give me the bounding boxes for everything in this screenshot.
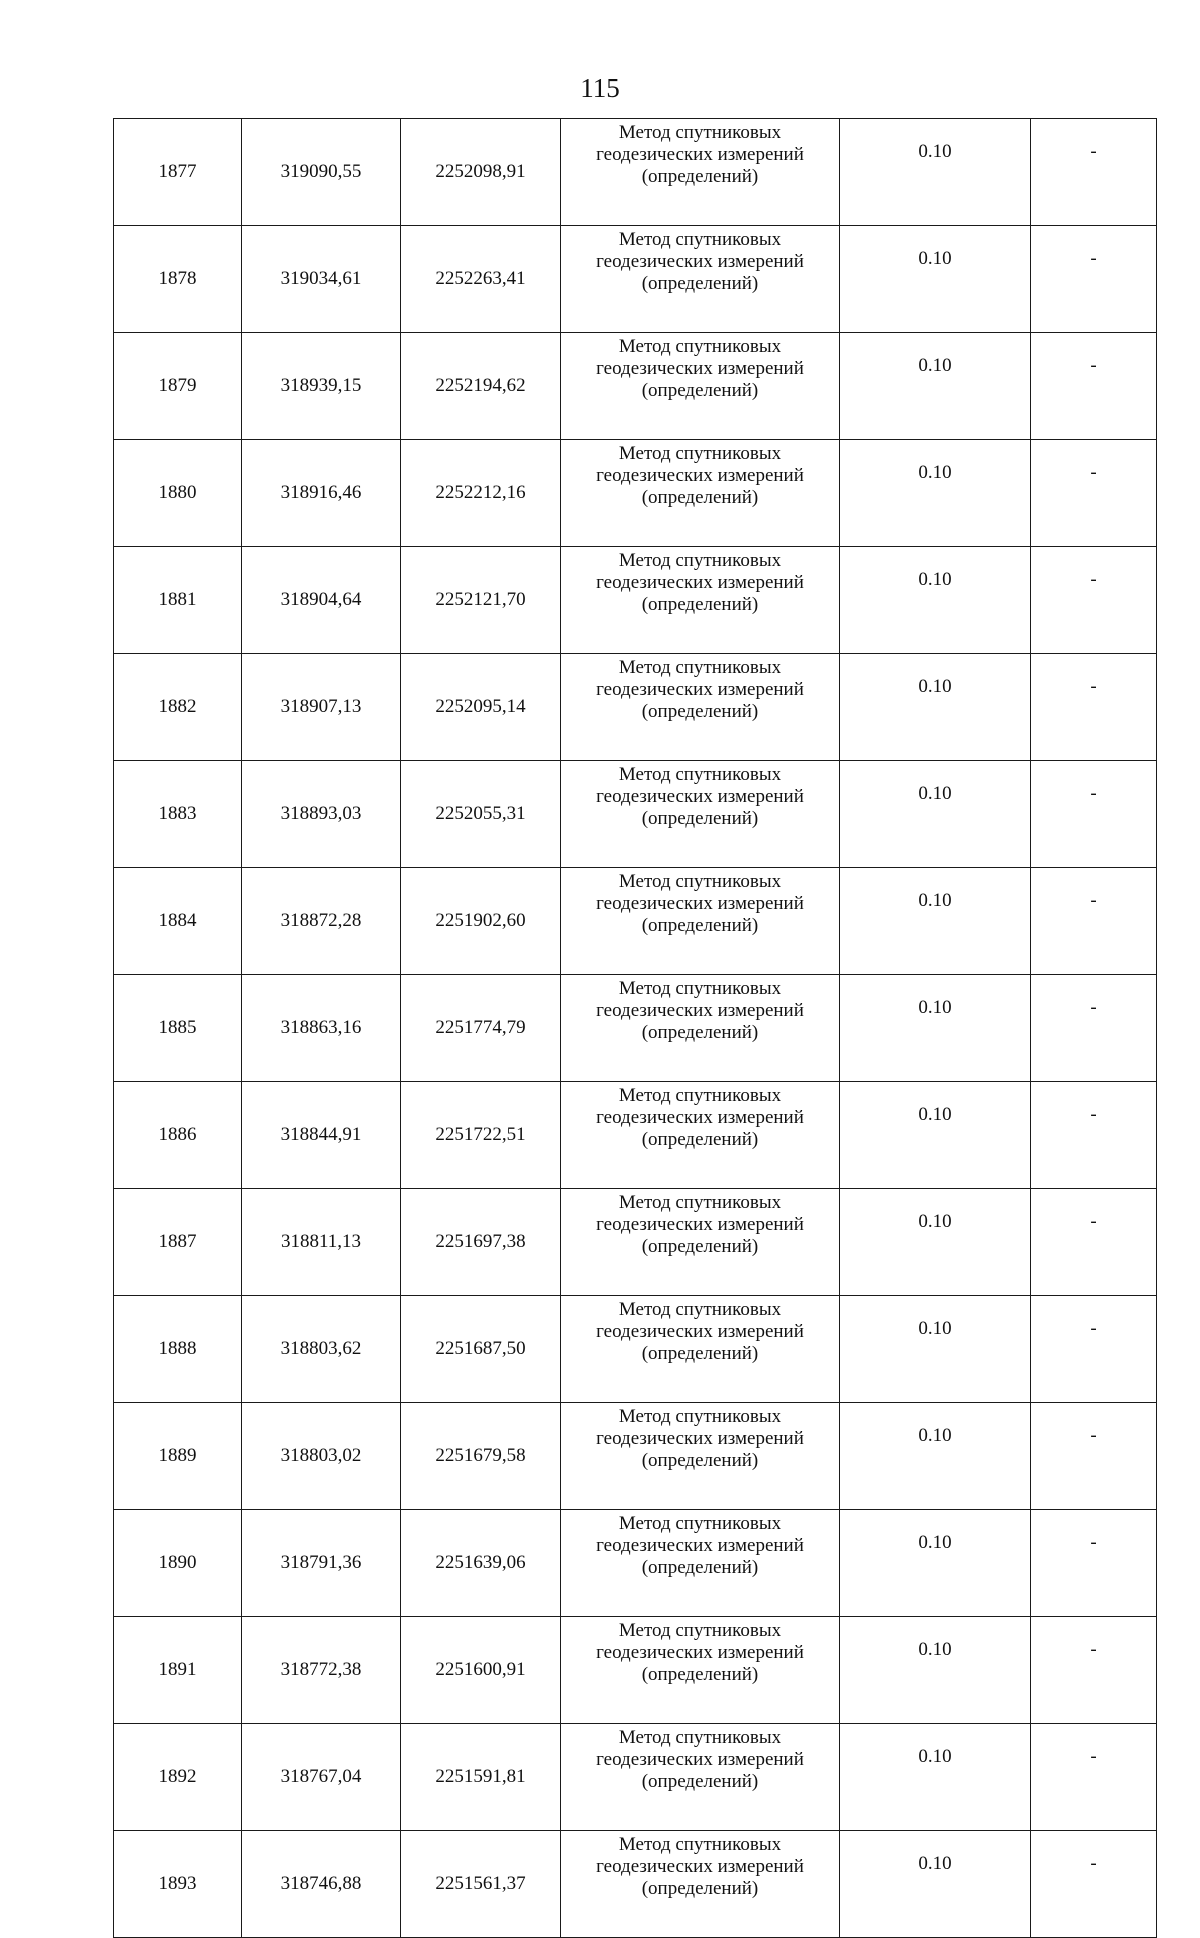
method-line: геодезических измерений [596,1749,804,1770]
method-line: (определений) [641,487,759,508]
accuracy-cell: 0.10 [840,654,1031,761]
y-coordinate-cell: 2251639,06 [401,1510,561,1617]
method-cell [561,1510,840,1617]
table-row [114,975,1157,1082]
method-line: Метод спутниковых [618,443,782,464]
description-cell: - [1031,1296,1157,1403]
point-number-cell: 1878 [114,226,242,333]
method-line: геодезических измерений [596,358,804,379]
accuracy-cell: 0.10 [840,333,1031,440]
method-line: геодезических измерений [596,465,804,486]
accuracy-cell: 0.10 [840,1296,1031,1403]
method-line: геодезических измерений [596,1535,804,1556]
method-cell [561,654,840,761]
y-coordinate-cell: 2252098,91 [401,119,561,226]
method-line: геодезических измерений [596,1642,804,1663]
method-cell [561,1724,840,1831]
x-coordinate-cell: 318811,13 [242,1189,401,1296]
table-row [114,440,1157,547]
method-line: Метод спутниковых [618,550,782,571]
y-coordinate-cell: 2251679,58 [401,1403,561,1510]
method-cell [561,226,840,333]
table-row [114,1617,1157,1724]
method-line: геодезических измерений [596,1321,804,1342]
accuracy-cell: 0.10 [840,1510,1031,1617]
x-coordinate-cell: 318907,13 [242,654,401,761]
description-cell: - [1031,761,1157,868]
x-coordinate-cell: 318844,91 [242,1082,401,1189]
method-line: геодезических измерений [596,1000,804,1021]
point-number-cell: 1885 [114,975,242,1082]
method-line: Метод спутниковых [618,978,782,999]
point-number-cell: 1892 [114,1724,242,1831]
method-line: Метод спутниковых [618,1620,782,1641]
method-cell [561,868,840,975]
method-line: Метод спутниковых [618,336,782,357]
point-number-cell: 1880 [114,440,242,547]
point-number-cell: 1884 [114,868,242,975]
point-number-cell: 1881 [114,547,242,654]
method-line: геодезических измерений [596,251,804,272]
table-row [114,1510,1157,1617]
y-coordinate-cell: 2252263,41 [401,226,561,333]
description-cell: - [1031,226,1157,333]
y-coordinate-cell: 2252194,62 [401,333,561,440]
method-line: (определений) [641,380,759,401]
accuracy-cell: 0.10 [840,868,1031,975]
x-coordinate-cell: 318746,88 [242,1831,401,1938]
table-row [114,1403,1157,1510]
method-cell [561,1831,840,1938]
accuracy-cell: 0.10 [840,226,1031,333]
point-number-cell: 1888 [114,1296,242,1403]
method-line: (определений) [641,1022,759,1043]
method-line: Метод спутниковых [618,871,782,892]
y-coordinate-cell: 2251697,38 [401,1189,561,1296]
description-cell: - [1031,440,1157,547]
method-line: (определений) [641,1878,759,1899]
method-line: геодезических измерений [596,1856,804,1877]
table-row [114,761,1157,868]
x-coordinate-cell: 318767,04 [242,1724,401,1831]
table-row [114,547,1157,654]
method-line: Метод спутниковых [618,764,782,785]
description-cell: - [1031,119,1157,226]
method-line: (определений) [641,1236,759,1257]
method-cell [561,119,840,226]
x-coordinate-cell: 318939,15 [242,333,401,440]
description-cell: - [1031,1189,1157,1296]
y-coordinate-cell: 2251591,81 [401,1724,561,1831]
accuracy-cell: 0.10 [840,1617,1031,1724]
method-line: (определений) [641,594,759,615]
x-coordinate-cell: 318772,38 [242,1617,401,1724]
method-line: Метод спутниковых [618,229,782,250]
table-row [114,1296,1157,1403]
y-coordinate-cell: 2252121,70 [401,547,561,654]
table-row [114,868,1157,975]
method-line: (определений) [641,1450,759,1471]
description-cell: - [1031,1831,1157,1938]
table-row [114,1724,1157,1831]
accuracy-cell: 0.10 [840,1189,1031,1296]
table-row [114,1831,1157,1938]
accuracy-cell: 0.10 [840,440,1031,547]
table-row [114,1082,1157,1189]
description-cell: - [1031,1617,1157,1724]
x-coordinate-cell: 318863,16 [242,975,401,1082]
accuracy-cell: 0.10 [840,1831,1031,1938]
method-line: Метод спутниковых [618,1727,782,1748]
point-number-cell: 1893 [114,1831,242,1938]
method-line: (определений) [641,1664,759,1685]
method-line: Метод спутниковых [618,1834,782,1855]
description-cell: - [1031,547,1157,654]
table-row [114,333,1157,440]
method-line: геодезических измерений [596,1107,804,1128]
accuracy-cell: 0.10 [840,761,1031,868]
x-coordinate-cell: 318872,28 [242,868,401,975]
method-line: Метод спутниковых [618,122,782,143]
point-number-cell: 1891 [114,1617,242,1724]
method-line: (определений) [641,1129,759,1150]
method-line: Метод спутниковых [618,657,782,678]
point-number-cell: 1889 [114,1403,242,1510]
x-coordinate-cell: 318791,36 [242,1510,401,1617]
method-line: (определений) [641,166,759,187]
accuracy-cell: 0.10 [840,119,1031,226]
method-line: (определений) [641,1343,759,1364]
y-coordinate-cell: 2251722,51 [401,1082,561,1189]
method-cell [561,761,840,868]
method-cell [561,440,840,547]
description-cell: - [1031,1403,1157,1510]
method-line: геодезических измерений [596,1428,804,1449]
y-coordinate-cell: 2252055,31 [401,761,561,868]
point-number-cell: 1887 [114,1189,242,1296]
y-coordinate-cell: 2252212,16 [401,440,561,547]
y-coordinate-cell: 2251774,79 [401,975,561,1082]
x-coordinate-cell: 319090,55 [242,119,401,226]
method-cell [561,975,840,1082]
description-cell: - [1031,654,1157,761]
method-line: геодезических измерений [596,572,804,593]
method-line: (определений) [641,915,759,936]
table-row [114,654,1157,761]
x-coordinate-cell: 319034,61 [242,226,401,333]
point-number-cell: 1890 [114,1510,242,1617]
y-coordinate-cell: 2251561,37 [401,1831,561,1938]
table-row [114,226,1157,333]
description-cell: - [1031,1724,1157,1831]
x-coordinate-cell: 318803,02 [242,1403,401,1510]
table-row [114,119,1157,226]
accuracy-cell: 0.10 [840,1082,1031,1189]
y-coordinate-cell: 2251600,91 [401,1617,561,1724]
method-line: Метод спутниковых [618,1513,782,1534]
y-coordinate-cell: 2251687,50 [401,1296,561,1403]
method-line: (определений) [641,273,759,294]
description-cell: - [1031,333,1157,440]
x-coordinate-cell: 318893,03 [242,761,401,868]
method-line: (определений) [641,1771,759,1792]
x-coordinate-cell: 318904,64 [242,547,401,654]
x-coordinate-cell: 318916,46 [242,440,401,547]
method-line: Метод спутниковых [618,1192,782,1213]
method-line: (определений) [641,808,759,829]
method-line: геодезических измерений [596,144,804,165]
coordinates-table [113,118,1157,1938]
point-number-cell: 1883 [114,761,242,868]
accuracy-cell: 0.10 [840,975,1031,1082]
y-coordinate-cell: 2252095,14 [401,654,561,761]
coordinates-table-body [114,119,1157,1938]
accuracy-cell: 0.10 [840,1403,1031,1510]
method-line: (определений) [641,701,759,722]
method-cell [561,333,840,440]
method-line: геодезических измерений [596,1214,804,1235]
method-line: Метод спутниковых [618,1406,782,1427]
table-row [114,1189,1157,1296]
method-line: Метод спутниковых [618,1085,782,1106]
method-line: Метод спутниковых [618,1299,782,1320]
accuracy-cell: 0.10 [840,547,1031,654]
point-number-cell: 1886 [114,1082,242,1189]
method-line: геодезических измерений [596,679,804,700]
y-coordinate-cell: 2251902,60 [401,868,561,975]
point-number-cell: 1879 [114,333,242,440]
x-coordinate-cell: 318803,62 [242,1296,401,1403]
method-cell [561,1189,840,1296]
page-number: 115 [580,73,620,103]
method-cell [561,1403,840,1510]
method-cell [561,1617,840,1724]
method-line: (определений) [641,1557,759,1578]
point-number-cell: 1882 [114,654,242,761]
method-cell [561,1082,840,1189]
accuracy-cell: 0.10 [840,1724,1031,1831]
method-line: геодезических измерений [596,893,804,914]
description-cell: - [1031,1510,1157,1617]
description-cell: - [1031,975,1157,1082]
point-number-cell: 1877 [114,119,242,226]
method-line: геодезических измерений [596,786,804,807]
description-cell: - [1031,868,1157,975]
description-cell: - [1031,1082,1157,1189]
method-cell [561,547,840,654]
method-cell [561,1296,840,1403]
